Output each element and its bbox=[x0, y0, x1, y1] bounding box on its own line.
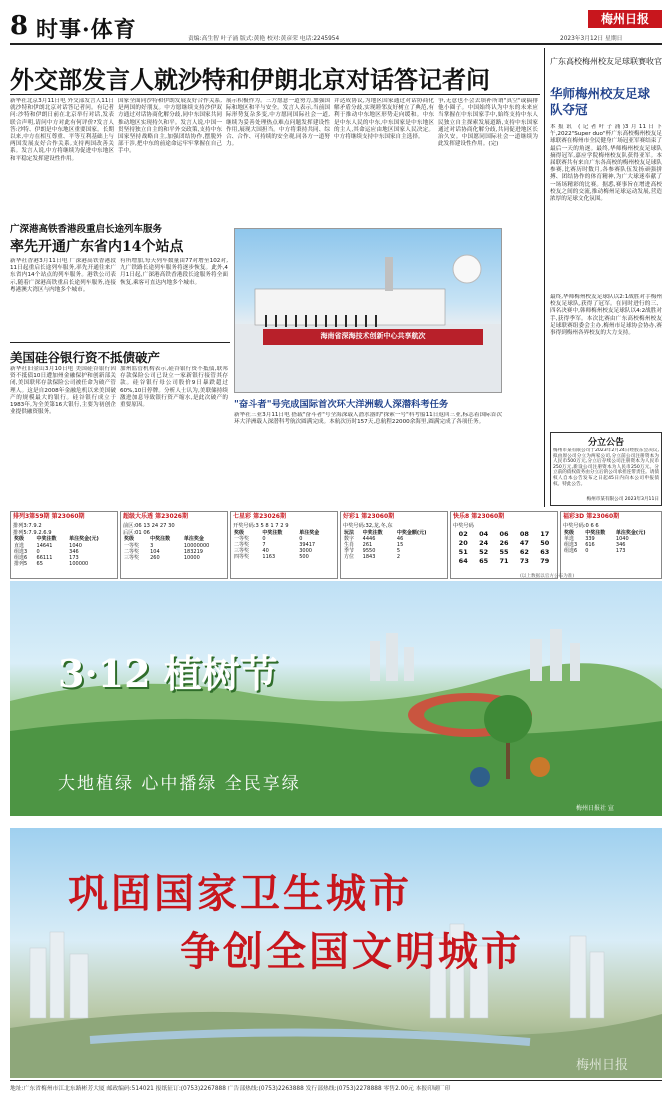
lottery-box bbox=[450, 511, 558, 579]
page-number: 8 bbox=[10, 11, 29, 41]
lottery-cell: 组选6 bbox=[564, 548, 578, 555]
notice-text: 梅州市某有限公司于2023年2月24日经股东会决议,拟由原公司分立为两家公司,分立前公司注册资本为人民币500万元,分立后存续公司注册资本为人民币250万元,新设公司注册资本为人民币250万元。分立前的债权债务由分立后的公司承担连带责任。请债权人自本公告发布之日起45日内向本公司申报债权。特此公告。 bbox=[553, 448, 659, 487]
lottery-box bbox=[120, 511, 228, 579]
lottery-number: 63 bbox=[540, 547, 550, 556]
bank-story-col-1: 新华社旧金山3月10日电 美国硅谷银行因资不抵债10日遭加州金融保护和创新部关闭,美国联邦存款保险公司被任命为破产管理人。这是自2008年金融危机以来美国破产的规模最大的银行。硅谷银行成立于1983年,为全美第16大银行,主要为初创企业提供融资服务。 bbox=[10, 366, 116, 416]
lead-col-1: 新华社北京3月11日电 外交部发言人11日就沙特和伊朗北京对话答记者问。有记者问:沙特和伊朗日前在北京举行对话,发表联合声明,请问中方对此有何评价?发言人答:沙特、伊朗是中东地区重要国家。长期以来,中方在相互尊重、平等互利基础上与两国发展友好合作关系,支持两国改善关系。发言人说,中方将继续为促进中东地区和平稳定发挥建设性作用。 bbox=[10, 98, 114, 162]
lottery-number: 50 bbox=[540, 538, 550, 547]
notice-signature: 梅州市某有限公司 2023年3月11日 bbox=[586, 497, 659, 502]
lottery-number: 02 bbox=[458, 529, 468, 538]
lottery-cell: 2 bbox=[396, 554, 401, 561]
lottery-number: 73 bbox=[519, 556, 529, 565]
lottery-header-cell: 中奖注数 bbox=[585, 529, 606, 536]
lottery-line: 排列3:7.9.2 bbox=[13, 522, 42, 529]
lottery-box bbox=[230, 511, 338, 579]
lead-col-3: 展示积极作为。三方愿意一道努力,加强国际和地区和平与安全。发言人表示,当前国际形势复杂多变,中方愿同国际社会一道,继续为妥善处理热点难点问题发挥建设性作用,展现大国担当。中方将秉持共同、综合、合作、可持续的安全观,同各方一道努力。 bbox=[226, 98, 330, 148]
lottery-cell: 1040 bbox=[615, 535, 629, 542]
lottery-title: 超级大乐透 第23026期 bbox=[123, 513, 188, 520]
newspaper-logo: 梅州日报 bbox=[588, 10, 662, 28]
lottery-line: 中奖号码 bbox=[453, 522, 474, 529]
lottery-line: 中奖号码:32,龙,冬,东 bbox=[343, 522, 393, 529]
arbor-day-slogan: 大地植绿 心中播绿 全民享绿 bbox=[58, 774, 301, 794]
lottery-cell: 14641 bbox=[36, 542, 53, 549]
lottery-number: 20 bbox=[458, 538, 468, 547]
lottery-header-cell: 中奖金额(元) bbox=[396, 529, 427, 536]
lottery-cell: 方位 bbox=[344, 554, 355, 561]
lottery-cell: 173 bbox=[69, 555, 79, 561]
lottery-cell: 三等奖 bbox=[234, 548, 250, 555]
lottery-cell: 1040 bbox=[69, 542, 82, 549]
photo-banner-text: 海南省深海技术创新中心共享航次 bbox=[320, 332, 426, 340]
arbor-day-ad bbox=[10, 581, 662, 816]
lottery-header-cell: 中奖注数 bbox=[362, 529, 383, 536]
rail-story-headline: 率先开通广东省内14个站点 bbox=[10, 239, 184, 255]
lottery-cell: 260 bbox=[150, 555, 160, 561]
notice-title: 分立公告 bbox=[587, 438, 624, 448]
watermark: 梅州日报 bbox=[576, 1058, 629, 1073]
lead-headline: 外交部发言人就沙特和伊朗北京对话答记者问 bbox=[10, 65, 490, 94]
lottery-cell: 15 bbox=[396, 542, 404, 548]
divider bbox=[10, 342, 230, 343]
ship-illustration bbox=[235, 229, 502, 393]
lottery-cell: 3000 bbox=[299, 548, 312, 555]
lottery-header-cell: 中奖注数 bbox=[150, 536, 171, 543]
lottery-cell: 数字 bbox=[344, 535, 355, 542]
lottery-cell: 5 bbox=[396, 548, 401, 555]
lottery-title: 七星彩 第23026期 bbox=[233, 513, 286, 520]
lottery-title: 福彩3D 第23060期 bbox=[563, 513, 620, 520]
lottery-cell: 66111 bbox=[36, 555, 53, 561]
lottery-cell: 排列5 bbox=[14, 561, 28, 568]
lottery-cell: 40 bbox=[262, 548, 269, 555]
rail-body-2: 最终,华师梅州校友足球队以2:1战胜对手梅州校友足球队,获得了冠军。在同时进行的三、四名决赛中,韩师梅州校友足球队以4:2战胜对手,获得季军。本次比赛由广东高校梅州校友足球联赛组委会主办,梅州市足球协会协办,赛事得到梅州各界校友的大力支持。 bbox=[550, 294, 662, 337]
lottery-cell: 1843 bbox=[362, 554, 376, 561]
lottery-number: 65 bbox=[479, 556, 489, 565]
lottery-line: 排列5:7.9.2.6.9 bbox=[13, 529, 52, 536]
lottery-table bbox=[123, 536, 225, 561]
lottery-cell: 10000 bbox=[183, 555, 200, 561]
lottery-line: 后区:01 06 bbox=[123, 529, 150, 536]
lottery-header-cell: 奖级 bbox=[124, 536, 135, 543]
lottery-header-cell: 玩法 bbox=[344, 529, 355, 536]
rail-kicker: 广东高校梅州校友足球联赛收官 bbox=[550, 57, 662, 66]
rail-story-kicker: 广深港高铁香港段重启长途列车服务 bbox=[10, 224, 163, 235]
bank-story-col-2: 加州监管机构表示,硅谷银行资不抵债,联邦存款保险公司已设立一家新银行接管其存款。硅谷银行母公司股价9日暴跌超过60%,10日停牌。分析人士认为,美联储持续激进加息导致银行资产缩水,是此次破产的重要原因。 bbox=[120, 366, 228, 409]
lottery-cell: 100000 bbox=[69, 561, 89, 568]
lottery-number: 52 bbox=[479, 547, 489, 556]
lottery-cell: 二等奖 bbox=[124, 548, 140, 555]
lottery-cell: 组选3 bbox=[564, 542, 578, 548]
lottery-cell: 10000000 bbox=[183, 542, 210, 549]
lottery-note: (以上数据以官方公布为准) bbox=[520, 574, 575, 579]
lottery-number-grid bbox=[453, 530, 555, 566]
lead-col-2: 国家全面同沙特和伊朗发展友好合作关系,是两国的好朋友。中方愿继续支持沙伊双方通过对话协商化解分歧,同中东国家共同推动地区实现持久和平。发言人说,中国一贯坚持独立自主的和平外交政策,支持中东国家坚持战略自主,加强团结协作,摆脱外部干涉,把中东的前途命运牢牢掌握在自己手中。 bbox=[118, 98, 222, 155]
lottery-cell: 9550 bbox=[362, 548, 376, 555]
rail-headline: 华师梅州校友足球队夺冠 bbox=[550, 86, 651, 117]
lottery-cell: 500 bbox=[299, 554, 309, 561]
lottery-title: 快乐8 第23060期 bbox=[453, 513, 505, 520]
lead-col-4: 并达成协议,为地区国家通过对话协商化解矛盾分歧,实现睦邻友好树立了典范,有利于推动中东地区形势走向缓和。中东是中东人民的中东,中东国家是中东地区的主人,其命运应由地区国家人民决定。中方将继续支持中东国家自主选择。 bbox=[334, 98, 434, 141]
rail-story-col-1: 新华社香港3月11日电 广深港高铁香港段11日起重启长途列车服务,率先开通往来广东省内14个站点的列车服务。港铁公司表示,随着广深港高铁重启长途列车服务,连接粤港澳大湾区与内地多个城市。 bbox=[10, 258, 116, 293]
photo-caption-title: "奋斗者"号完成国际首次环大洋洲载人深潜科考任务 bbox=[234, 399, 449, 410]
lottery-header-cell: 单注奖金(元) bbox=[69, 536, 99, 543]
lottery-cell: 46 bbox=[396, 535, 404, 542]
lottery-box bbox=[10, 511, 118, 579]
lottery-cell: 173 bbox=[615, 548, 626, 555]
lottery-box bbox=[560, 511, 662, 579]
section-title: 时事·体育 bbox=[36, 17, 137, 43]
lottery-cell: 二等奖 bbox=[234, 542, 250, 548]
footer-rule bbox=[10, 1080, 662, 1081]
lottery-row bbox=[343, 554, 445, 560]
lottery-number: 62 bbox=[519, 547, 529, 556]
lottery-cell: 39417 bbox=[299, 542, 316, 548]
lottery-cell: 一等奖 bbox=[124, 542, 140, 549]
lottery-cell: 组选3 bbox=[14, 548, 28, 555]
column-rule bbox=[544, 48, 545, 507]
lottery-header-cell: 单注奖金 bbox=[299, 529, 320, 536]
lottery-table bbox=[233, 530, 335, 561]
lottery-line: 中奖号码:0 6 6 bbox=[563, 522, 599, 529]
lottery-cell: 0 bbox=[262, 535, 266, 542]
lottery-number: 64 bbox=[458, 556, 468, 565]
lottery-cell: 直选 bbox=[14, 542, 25, 549]
lottery-box bbox=[340, 511, 448, 579]
lottery-cell: 261 bbox=[362, 542, 373, 548]
lottery-cell: 346 bbox=[615, 542, 626, 548]
news-photo bbox=[234, 228, 502, 393]
lottery-row bbox=[13, 561, 115, 567]
lottery-row bbox=[563, 548, 659, 554]
lottery-title: 好彩1 第23060期 bbox=[343, 513, 395, 520]
civic-campaign-ad bbox=[10, 828, 662, 1078]
lottery-cell: 3 bbox=[150, 542, 154, 549]
lottery-cell: 339 bbox=[585, 535, 595, 542]
lottery-header-cell: 奖级 bbox=[564, 529, 575, 536]
lottery-number: 06 bbox=[499, 529, 509, 538]
lottery-cell: 4446 bbox=[362, 535, 376, 542]
lottery-title: 排列3第59期 第23060期 bbox=[13, 513, 85, 520]
lottery-cell: 0 bbox=[585, 548, 589, 555]
lottery-header-cell: 中奖注数 bbox=[36, 536, 57, 543]
lottery-cell: 生肖 bbox=[344, 542, 355, 548]
lottery-number: 17 bbox=[540, 529, 550, 538]
bank-story-headline: 美国硅谷银行资不抵债破产 bbox=[10, 350, 161, 365]
lottery-cell: 1163 bbox=[262, 554, 276, 561]
lottery-cell: 0 bbox=[36, 548, 40, 555]
arbor-day-title: 3·12 植树节 bbox=[58, 651, 278, 696]
lottery-number: 51 bbox=[458, 547, 468, 556]
lottery-cell: 季节 bbox=[344, 548, 355, 555]
rail-story-col-2: 有所增加,每天列车数量由77对增至102对,九广铁路长途列车服务将逐步恢复。此外,4月1日起,广深港高铁香港段长途服务将全面恢复,乘客可直达内地多个城市。 bbox=[120, 258, 228, 286]
lottery-number: 24 bbox=[479, 538, 489, 547]
lottery-table bbox=[13, 536, 115, 567]
lottery-cell: 346 bbox=[69, 548, 79, 555]
lottery-cell: 616 bbox=[585, 542, 595, 548]
footer-info: 地址:广东省梅州市江北东路彬芳大厦 邮政编码:514021 报纸征订:(0753)2267888 广告部热线:(0753)2263888 发行部热线:(0753)2278888 零售2.00元 本报印刷厂印 bbox=[10, 1086, 451, 1092]
editor-line: 责编:高生智 叶子涌 版式:黄艳 校对:黄彦荣 电话:2245954 bbox=[188, 36, 340, 42]
lottery-cell: 四等奖 bbox=[234, 554, 250, 561]
rail-body-1: 本报讯 (记者叶子涌)3月11日下午,2022"Super duo"杯广东高校梅州校友足球联赛在梅州市全民健身广场冠亚军赛结束了最后一天的角逐。最终,华师梅州校友足球队摘得冠军,嘉应学院梅州校友队获得亚军。本届联赛共有来自广东各高校的梅州校友足球队参赛,比赛历时数月,各参赛队伍发扬顽强拼搏、团结协作的体育精神,为广大球迷奉献了一场场精彩的比赛。据悉,赛事旨在增进高校校友之间的交流,推动梅州足球运动发展,营造浓厚的足球文化氛围。 bbox=[550, 124, 662, 203]
lottery-table bbox=[563, 530, 659, 555]
lottery-row bbox=[123, 555, 225, 561]
lottery-table bbox=[343, 530, 445, 561]
lottery-number: 04 bbox=[479, 529, 489, 538]
lottery-cell: 单选 bbox=[564, 535, 575, 542]
photo-caption-body: 新华社三亚3月11日电 搭载"奋斗者"号全海深载人潜水器的"探索一号"科考船11日返回三亚,标志着国际首次环大洋洲载人深潜科考航次圆满完成。本航次历时157天,总航程22000余海里,圆满完成了各项任务。 bbox=[234, 412, 502, 426]
lead-col-5: 争,无意也不会去填补所谓"真空"或搞排他小圈子。中国始终认为中东的未来应当掌握在中东国家手中,始终支持中东人民独立自主探索发展道路,支持中东国家通过对话协商化解分歧,共同促进地区长治久安。中国愿同国际社会一道继续为此发挥建设性作用。(完) bbox=[438, 98, 538, 148]
lottery-cell: 一等奖 bbox=[234, 535, 250, 542]
lottery-cell: 组选6 bbox=[14, 555, 28, 561]
lottery-number: 26 bbox=[499, 538, 509, 547]
notice-box bbox=[550, 432, 662, 506]
lottery-header-cell: 单注奖金 bbox=[183, 536, 204, 543]
ad-credit: 梅州日报社 宣 bbox=[576, 805, 614, 812]
lottery-cell: 三等奖 bbox=[124, 555, 140, 561]
lottery-cell: 7 bbox=[262, 542, 266, 548]
campaign-line-1: 巩固国家卫生城市 bbox=[68, 870, 412, 917]
lottery-header-cell: 单注奖金(元) bbox=[615, 529, 646, 536]
lottery-cell: 65 bbox=[36, 561, 43, 568]
lottery-number: 55 bbox=[499, 547, 509, 556]
lottery-cell: 183219 bbox=[183, 548, 203, 555]
lottery-line: 前区:06 13 24 27 30 bbox=[123, 522, 175, 529]
lottery-cell: 104 bbox=[150, 548, 160, 555]
lottery-cell: 0 bbox=[299, 535, 303, 542]
lottery-number: 71 bbox=[499, 556, 509, 565]
lottery-line: 开奖号码:3 5 8 1 7 2 9 bbox=[233, 522, 289, 529]
lottery-header-cell: 中奖注数 bbox=[262, 529, 283, 536]
lottery-number: 79 bbox=[540, 556, 550, 565]
issue-date: 2023年3月12日 星期日 bbox=[560, 36, 623, 42]
lead-rule bbox=[10, 94, 540, 95]
lottery-header-cell: 奖级 bbox=[14, 536, 25, 543]
lottery-row bbox=[233, 554, 335, 560]
header-rule bbox=[10, 43, 662, 45]
lottery-header-cell: 奖级 bbox=[234, 529, 245, 536]
campaign-line-2: 争创全国文明城市 bbox=[180, 928, 524, 975]
lottery-number: 47 bbox=[519, 538, 529, 547]
lottery-number: 08 bbox=[519, 529, 529, 538]
